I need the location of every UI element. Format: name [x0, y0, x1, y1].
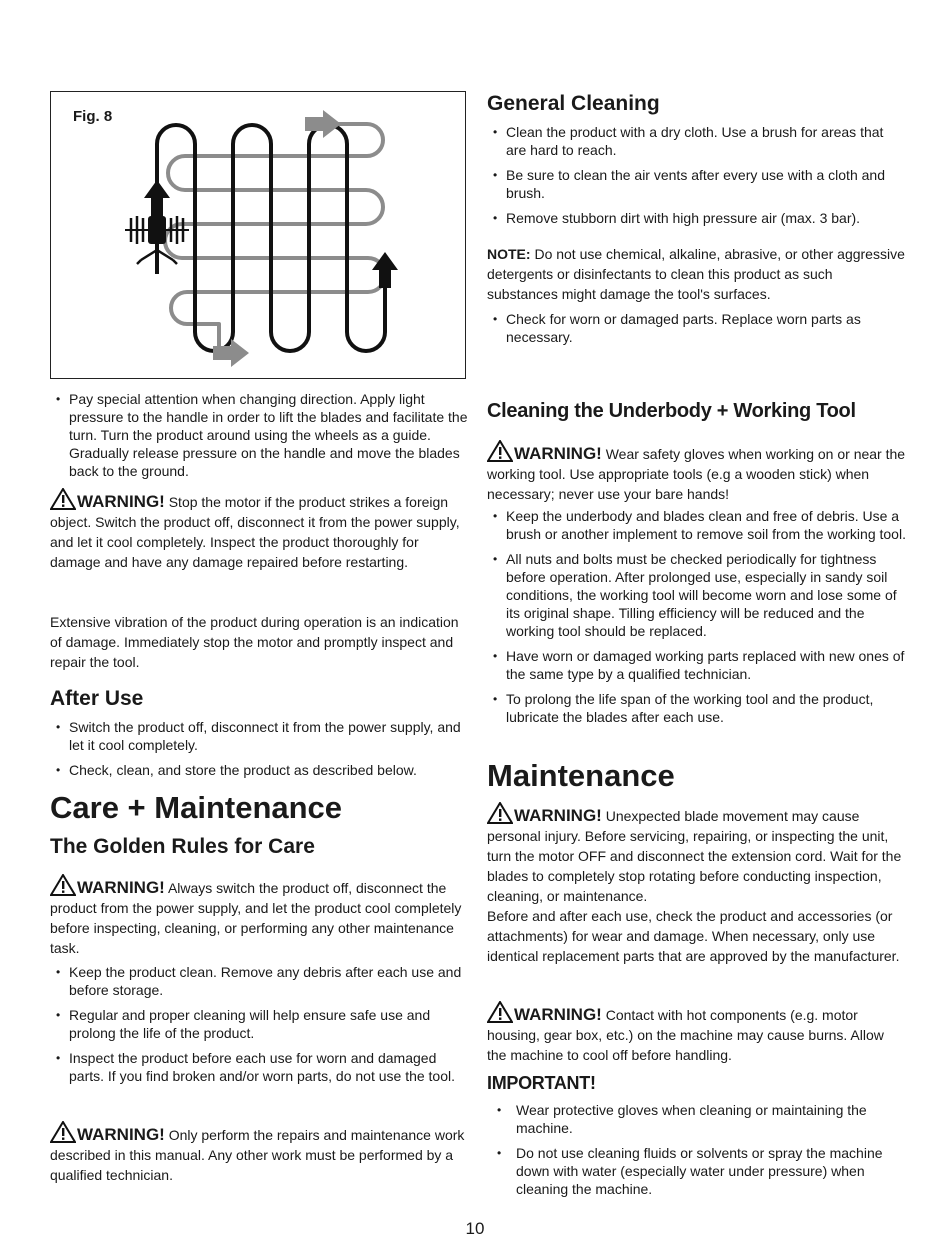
warning-text: Unexpected blade movement may cause personal injury. Before servicing, repairing, or inspecting the unit, turn the motor OFF and disconnect the extension cord. Wait for the blades to completely stop rotating before conducting inspection, cleaning, or maintenance. [487, 808, 902, 904]
warning-triangle-icon [50, 874, 76, 896]
warning-triangle-icon [50, 1121, 76, 1143]
warning-label: WARNING! [77, 492, 165, 511]
golden-rules-list [50, 963, 470, 1092]
list-item: • Have worn or damaged working parts replaced with new ones of the same type by a qualified technician. [487, 647, 907, 683]
warning-hot-components [487, 1001, 907, 1065]
turn-instructions-list [50, 390, 468, 487]
important-list [487, 1101, 907, 1205]
warning-label: WARNING! [514, 1005, 602, 1024]
general-cleaning-list-2 [487, 310, 907, 353]
warning-label: WARNING! [77, 878, 165, 897]
before-after-paragraph: Before and after each use, check the product and accessories (or attachments) for wear and damage. When necessary, only use identical replacement parts that are approved by the manufacturer. [487, 908, 900, 964]
golden-rules-heading: The Golden Rules for Care [50, 835, 315, 858]
note-label: NOTE: [487, 246, 531, 262]
care-maintenance-heading: Care + Maintenance [50, 790, 343, 825]
warning-label: WARNING! [514, 444, 602, 463]
warning-triangle-icon [50, 488, 76, 510]
warning-text: Wear safety gloves when working on or near the working tool. Use appropriate tools (e.g a wooden stick) when necessary; never use your bare hands! [487, 446, 906, 502]
list-item: • Do not use cleaning fluids or solvents or spray the machine down with water (especially water under pressure) when cleaning the machine. [487, 1144, 907, 1198]
figure-8 [50, 91, 466, 379]
list-item: • Clean the product with a dry cloth. Use a brush for areas that are hard to reach. [487, 123, 907, 159]
list-item: • Remove stubborn dirt with high pressure air (max. 3 bar). [487, 209, 907, 227]
warning-triangle-icon [487, 440, 513, 462]
list-item: • Switch the product off, disconnect it from the power supply, and let it cool completely. [50, 718, 470, 754]
black-arrow-left [144, 180, 170, 216]
list-item: • Inspect the product before each use for worn and damaged parts. If you find broken and/or worn parts, do not use the tool. [50, 1049, 470, 1085]
list-item: • Pay special attention when changing direction. Apply light pressure to the handle in order to lift the blades and facilitate the turn. Turn the product around using the wheels as a guide. Gradually release pressure on the handle and move the blades back to the ground. [50, 390, 468, 480]
warning-text: Contact with hot components (e.g. motor housing, gear box, etc.) on the machine may cause burns. Allow the machine to cool off before handling. [487, 1007, 884, 1063]
warning-repairs [50, 1121, 468, 1185]
list-item: • Keep the underbody and blades clean and free of debris. Use a brush or another implement to remove soil from the working tool. [487, 507, 907, 543]
underbody-heading: Cleaning the Underbody + Working Tool [487, 400, 856, 422]
note-paragraph [487, 244, 907, 304]
underbody-list [487, 507, 907, 733]
warning-text: Always switch the product off, disconnect the product from the power supply, and let the product cool completely before inspecting, cleaning, or performing any other maintenance task. [50, 880, 462, 956]
after-use-heading: After Use [50, 687, 144, 710]
warning-label: WARNING! [514, 806, 602, 825]
warning-foreign-object [50, 488, 468, 572]
black-serpentine-path [157, 125, 385, 351]
after-use-list [50, 718, 470, 786]
page-number: 10 [465, 1219, 485, 1238]
warning-switch-off [50, 874, 468, 958]
list-item: • Wear protective gloves when cleaning or maintaining the machine. [487, 1101, 907, 1137]
important-heading: IMPORTANT! [487, 1073, 596, 1093]
maintenance-heading: Maintenance [487, 758, 675, 793]
warning-triangle-icon [487, 1001, 513, 1023]
list-item: • Check for worn or damaged parts. Replace worn parts as necessary. [487, 310, 907, 346]
warning-triangle-icon [487, 802, 513, 824]
list-item: • Regular and proper cleaning will help ensure safe use and prolong the life of the product. [50, 1006, 470, 1042]
warning-text: Stop the motor if the product strikes a foreign object. Switch the product off, disconnect it from the power supply, and let it cool completely. Inspect the product thoroughly for damage and have any damage repaired before restarting. [50, 494, 460, 570]
list-item: • Be sure to clean the air vents after every use with a cloth and brush. [487, 166, 907, 202]
list-item: • Keep the product clean. Remove any debris after each use and before storage. [50, 963, 470, 999]
warning-label: WARNING! [77, 1125, 165, 1144]
black-arrow-right [372, 252, 398, 288]
warning-safety-gloves [487, 440, 907, 504]
tilling-pattern-diagram [51, 92, 467, 380]
general-cleaning-heading: General Cleaning [487, 92, 660, 115]
list-item: • Check, clean, and store the product as described below. [50, 761, 470, 779]
vibration-paragraph: Extensive vibration of the product during operation is an indication of damage. Immediately stop the motor and promptly inspect and repair the tool. [50, 614, 459, 670]
general-cleaning-list [487, 123, 907, 234]
gray-zigzag-path [165, 124, 385, 354]
warning-text: Only perform the repairs and maintenance work described in this manual. Any other work must be performed by a qualified technician. [50, 1127, 465, 1183]
list-item: • All nuts and bolts must be checked periodically for tightness before operation. After prolonged use, especially in sandy soil conditions, the working tool will become worn and lose some of its original shape. Tilling efficiency will be reduced and the working tool should be replaced. [487, 550, 907, 640]
warning-blade-movement [487, 802, 907, 906]
list-item: • To prolong the life span of the working tool and the product, lubricate the blades after each use. [487, 690, 907, 726]
note-text: Do not use chemical, alkaline, abrasive, or other aggressive detergents or disinfectants to clean this product as such substances might damage the tool's surfaces. [487, 246, 905, 302]
figure-label: Fig. 8 [73, 108, 113, 125]
